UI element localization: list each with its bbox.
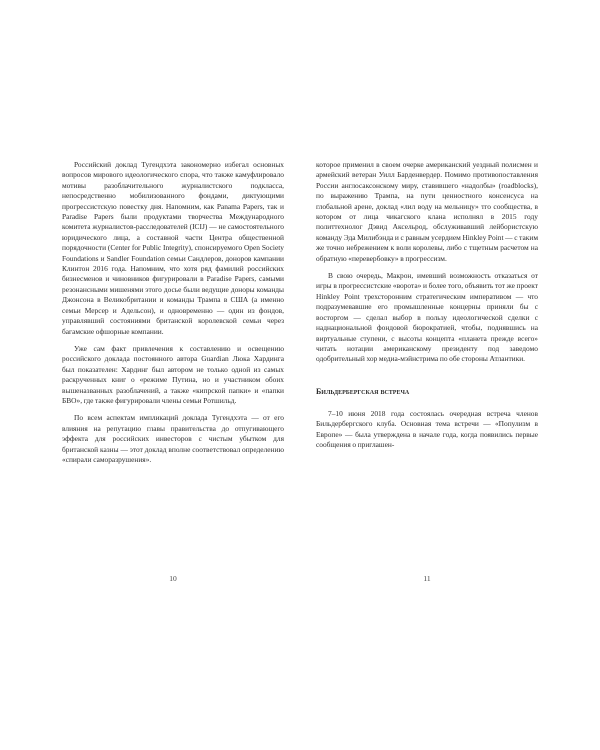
right-page-number: 11 — [423, 574, 431, 583]
left-paragraph-3: По всем аспектам импликаций доклада Тугендхэта — от его влияния на репутацию главы правительства до отпугивающего эффекта для российских инвесторов с чистым убытком для британской казны — этот доклад вполне соответствовал определению «спирали саморазрушения». — [62, 413, 284, 464]
right-paragraph-1: которое применил в своем очерке американский уездный полисмен и армейский ветеран Уилл Барденвердер. Помимо противопоставления России англосаксонскому миру, ставившего «надолбы» (roadblocks), по выражению Трампа, на пути ценностного консенсуса на глобальной арене, доклад «лил воду на мельницу» тго сообщества, в котором от лица чикагского клана исполнял в 2015 году политтехнолог Дэвид Аксельрод, обслуживавший лейбористскую команду Эда Милибэнда и с равным усердием Hinkley Point — с таким же точно небрежением к воли королевы, либо с тщетным расчетом на обратную «перевербовку» в прогрессизм. — [316, 160, 538, 263]
section-paragraph: 7–10 июня 2018 года состоялась очередная встреча членов Бильдербергского клуба. Основная тема встречи — «Популизм в Европе» — была утверждена в начале года, когда появились первые сообщения о приглашен- — [316, 408, 538, 449]
section-heading: Бильдербергская встреча — [316, 386, 410, 396]
left-page — [62, 160, 284, 583]
left-paragraph-1: Российский доклад Тугендхэта закономерно избегал основных вопросов мирового идеологического спора, что также камуфлировало мотивы разоблачительного журналистского подкласса, непосредственно мобилизованного фондами, диктующими прогрессистскую повестку дня. Напомним, как Panama Papers, так и Paradise Papers были продуктами творчества Международного комитета журналистов-расследователей (ICIJ) — не самостоятельного юридического лица, а составной части Центра общественной порядочности (Center for Public Integrity), спонсируемого Open Society Foundations и Sandler Foundation семьи Сандлеров, доноров кампании Клинтон 2016 года. Напомним, что хотя ряд фамилий российских бизнесменов и чиновников фигурировали в Paradise Papers, самыми резонансными мишенями этого досье были ведущие доноры команды Джонсона в Великобритании и команды Трампа в США (а именно семьи Мерсер и Адельсон), и одновременно — один из фондов, управлявший состояниями британской королевской семьи через багамские офшорные компании. — [62, 160, 284, 336]
right-page — [316, 160, 538, 583]
right-paragraph-2: В свою очередь, Макрон, имевший возможность отказаться от игры в прогрессистские «ворота» и более того, объявить тот же проект Hinkley Point трехсторонним стратегическим императивом — что подразумевавшие его промышленные концерны приняли бы с восторгом — сделал выбор в пользу идеологической сделки с наднациональной фондовой бюрократией, чтобы, поднявшись на виртуальные ступени, с высоты концепта «планета прежде всего» читать нотации американскому президенту под заведомо одобрительный хор медиа-мэйнстрима по обе стороны Атлантики. — [316, 271, 538, 364]
left-paragraph-2: Уже сам факт привлечения к составлению и освещению российского доклада постоянного автора Guardian Люка Хардинга был показателен: Хардинг был автором не только одной из самых раскрученных книг о «режиме Путина, но и участником обоих вышеназванных разоблачений, а также «кипрской папки» и «папки БВО», где также фигурировали члены семьи Ротшильд. — [62, 343, 284, 405]
left-page-number: 10 — [169, 574, 177, 583]
